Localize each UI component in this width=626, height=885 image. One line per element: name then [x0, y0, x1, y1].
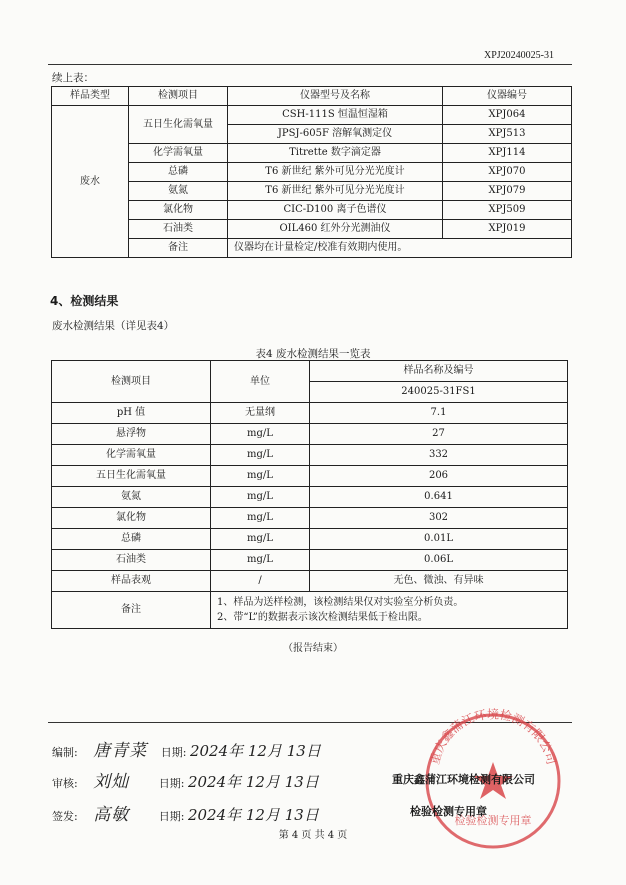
header-cell: 样品名称及编号 [310, 361, 568, 382]
table-row [52, 487, 568, 508]
unit-cell: mg/L [211, 466, 310, 487]
header-cell: 检测项目 [129, 87, 228, 106]
section-title: 4、检测结果 [50, 294, 119, 308]
remark-text [211, 592, 568, 629]
document-number: XPJ20240025-31 [484, 50, 555, 61]
table-row [52, 220, 572, 239]
date-label: 日期: [158, 810, 185, 823]
code-cell: XPJ079 [443, 182, 572, 201]
end-note: （报告结束） [283, 643, 343, 654]
value-cell: 无色、微浊、有异味 [310, 571, 568, 592]
code-cell: XPJ509 [443, 201, 572, 220]
value-cell: 0.06L [310, 550, 568, 571]
value-cell: 0.641 [310, 487, 568, 508]
code-cell: XPJ070 [443, 163, 572, 182]
results-table [51, 360, 568, 629]
remark-row [52, 592, 568, 629]
unit-cell: mg/L [211, 550, 310, 571]
item-cell: 氨氮 [129, 182, 228, 201]
unit-cell: mg/L [211, 508, 310, 529]
seal-bottom-text: 检验检测专用章 [454, 814, 532, 827]
item-cell: 总磷 [129, 163, 228, 182]
role-label: 签发: [52, 810, 78, 823]
instrument-cell: CSH-111S 恒温恒湿箱 [228, 106, 443, 125]
table-row [52, 508, 568, 529]
remark-label: 备注 [129, 239, 228, 258]
item-cell: 总磷 [52, 529, 211, 550]
item-cell: pH 值 [52, 403, 211, 424]
table-row [52, 144, 572, 163]
value-cell: 0.01L [310, 529, 568, 550]
value-cell: 206 [310, 466, 568, 487]
date-value: 2024年 12月 13日 [189, 742, 321, 760]
remark-label: 备注 [52, 592, 211, 629]
item-cell: 石油类 [129, 220, 228, 239]
table-row [52, 424, 568, 445]
remark-line: 1、样品为送样检测，该检测结果仅对实验室分析负责。 [217, 597, 464, 608]
remark-line: 2、带“L”的数据表示该次检测结果低于检出限。 [217, 612, 428, 623]
sample-type-cell: 废水 [52, 106, 129, 258]
date-label: 日期: [158, 777, 185, 790]
item-cell: 悬浮物 [52, 424, 211, 445]
header-cell: 检测项目 [52, 361, 211, 403]
code-cell: XPJ019 [443, 220, 572, 239]
item-cell: 五日生化需氧量 [52, 466, 211, 487]
table-row [52, 571, 568, 592]
unit-cell: mg/L [211, 424, 310, 445]
role-label: 审核: [52, 777, 78, 790]
table-row [52, 106, 572, 125]
header-cell: 仪器编号 [443, 87, 572, 106]
page-number: 第 4 页 共 4 页 [278, 830, 348, 841]
table-row [52, 445, 568, 466]
seal-label: 检验检测专用章 [410, 805, 487, 818]
code-cell: XPJ114 [443, 144, 572, 163]
code-cell: XPJ513 [443, 125, 572, 144]
unit-cell: mg/L [211, 445, 310, 466]
section-intro: 废水检测结果（详见表4） [52, 320, 175, 332]
signature: 高敏 [93, 805, 130, 825]
signature-row-issuer [52, 800, 319, 825]
instrument-cell: OIL460 红外分光测油仪 [228, 220, 443, 239]
value-cell: 332 [310, 445, 568, 466]
item-cell: 五日生化需氧量 [129, 106, 228, 144]
header-cell: 单位 [211, 361, 310, 403]
instrument-table [51, 86, 572, 258]
item-cell: 氨氮 [52, 487, 211, 508]
date-value: 2024年 12月 13日 [187, 773, 319, 791]
table-row [52, 182, 572, 201]
remark-text: 仪器均在计量检定/校准有效期内使用。 [228, 239, 572, 258]
unit-cell: 无量纲 [211, 403, 310, 424]
table-row [52, 529, 568, 550]
code-cell: XPJ064 [443, 106, 572, 125]
unit-cell: mg/L [211, 529, 310, 550]
item-cell: 化学需氧量 [129, 144, 228, 163]
value-cell: 7.1 [310, 403, 568, 424]
item-cell: 样品表观 [52, 571, 211, 592]
table-header-row [52, 87, 572, 106]
unit-cell: / [211, 571, 310, 592]
date-value: 2024年 12月 13日 [187, 806, 319, 824]
table-row [52, 550, 568, 571]
header-cell: 仪器型号及名称 [228, 87, 443, 106]
item-cell: 化学需氧量 [52, 445, 211, 466]
remark-row [52, 239, 572, 258]
instrument-cell: Titrette 数字滴定器 [228, 144, 443, 163]
instrument-cell: JPSJ-605F 溶解氧测定仪 [228, 125, 443, 144]
date-label: 日期: [160, 746, 187, 759]
role-label: 编制: [52, 746, 78, 759]
header-cell: 样品类型 [52, 87, 129, 106]
value-cell: 27 [310, 424, 568, 445]
signature: 唐青菜 [93, 741, 148, 761]
sample-id-cell: 240025-31FS1 [310, 382, 568, 403]
item-cell: 氯化物 [52, 508, 211, 529]
value-cell: 302 [310, 508, 568, 529]
signature-row-compiler [52, 736, 321, 761]
table-caption: 表4 废水检测结果一览表 [255, 348, 371, 360]
table-header-row [52, 361, 568, 382]
signature: 刘灿 [93, 772, 130, 792]
table-row [52, 403, 568, 424]
seal-arc-text: 重庆鑫蒲江环境检测有限公司 [427, 707, 559, 766]
item-cell: 石油类 [52, 550, 211, 571]
company-name: 重庆鑫蒲江环境检测有限公司 [392, 773, 535, 786]
table-row [52, 163, 572, 182]
table-row [52, 201, 572, 220]
signature-row-reviewer [52, 767, 319, 792]
instrument-cell: CIC-D100 离子色谱仪 [228, 201, 443, 220]
item-cell: 氯化物 [129, 201, 228, 220]
instrument-cell: T6 新世纪 紫外可见分光光度计 [228, 163, 443, 182]
instrument-cell: T6 新世纪 紫外可见分光光度计 [228, 182, 443, 201]
table-row [52, 466, 568, 487]
header-rule [48, 64, 572, 65]
continued-label: 续上表： [52, 72, 94, 84]
unit-cell: mg/L [211, 487, 310, 508]
